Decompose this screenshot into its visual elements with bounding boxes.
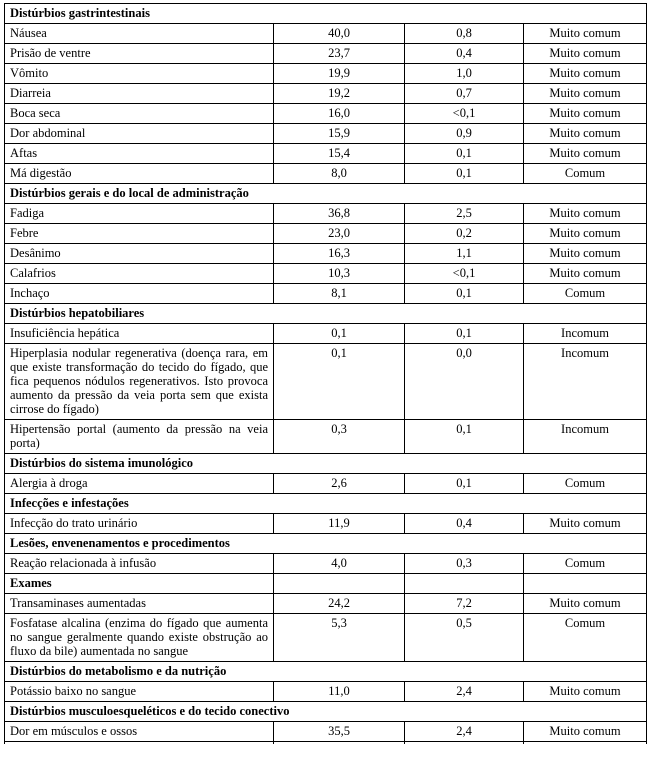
section-label-cell: Distúrbios do sistema imunológico xyxy=(5,454,647,474)
frequency-cell: Comum xyxy=(524,474,647,494)
percent-col2-cell: 2,5 xyxy=(405,204,524,224)
percent-col2-cell: 0,1 xyxy=(405,474,524,494)
section-header-row xyxy=(5,454,647,474)
reaction-name-cell: Calafrios xyxy=(5,264,274,284)
percent-col2-cell: 0,7 xyxy=(405,84,524,104)
reaction-name-cell: Desânimo xyxy=(5,244,274,264)
empty-cell xyxy=(274,742,405,745)
percent-col1-cell: 16,0 xyxy=(274,104,405,124)
frequency-cell: Muito comum xyxy=(524,44,647,64)
percent-col1-cell: 19,2 xyxy=(274,84,405,104)
reaction-name-cell: Insuficiência hepática xyxy=(5,324,274,344)
frequency-cell: Muito comum xyxy=(524,204,647,224)
reaction-name-cell: Transaminases aumentadas xyxy=(5,594,274,614)
percent-col1-cell: 0,1 xyxy=(274,344,405,420)
section-label-cell: Infecções e infestações xyxy=(5,494,647,514)
frequency-cell: Muito comum xyxy=(524,84,647,104)
table-row xyxy=(5,124,647,144)
reaction-name-cell: Febre xyxy=(5,224,274,244)
percent-col2-cell: 1,1 xyxy=(405,244,524,264)
percent-col1-cell: 0,3 xyxy=(274,420,405,454)
percent-col1-cell: 5,3 xyxy=(274,614,405,662)
table-row xyxy=(5,284,647,304)
frequency-cell: Muito comum xyxy=(524,224,647,244)
frequency-cell: Comum xyxy=(524,284,647,304)
empty-cell xyxy=(405,742,524,745)
frequency-cell: Muito comum xyxy=(524,594,647,614)
section-header-row xyxy=(5,4,647,24)
table-row xyxy=(5,164,647,184)
percent-col1-cell: 0,1 xyxy=(274,324,405,344)
percent-col1-cell: 11,9 xyxy=(274,514,405,534)
table-row xyxy=(5,204,647,224)
reaction-name-cell: Hipertensão portal (aumento da pressão na veia porta) xyxy=(5,420,274,454)
empty-cell xyxy=(405,574,524,594)
reaction-name-cell: Vômito xyxy=(5,64,274,84)
adverse-reactions-table xyxy=(4,3,647,744)
section-label-cell: Lesões, envenenamentos e procedimentos xyxy=(5,534,647,554)
percent-col1-cell: 15,9 xyxy=(274,124,405,144)
percent-col2-cell: 0,1 xyxy=(405,420,524,454)
table-row xyxy=(5,420,647,454)
table-row xyxy=(5,594,647,614)
percent-col2-cell: 0,3 xyxy=(405,554,524,574)
percent-col1-cell: 36,8 xyxy=(274,204,405,224)
table-row xyxy=(5,144,647,164)
percent-col1-cell: 35,5 xyxy=(274,722,405,742)
frequency-cell: Muito comum xyxy=(524,104,647,124)
percent-col2-cell: 0,1 xyxy=(405,144,524,164)
percent-col1-cell: 40,0 xyxy=(274,24,405,44)
percent-col2-cell: 0,1 xyxy=(405,284,524,304)
table-row xyxy=(5,64,647,84)
section-label-cell: Distúrbios gerais e do local de administração xyxy=(5,184,647,204)
empty-cell xyxy=(524,574,647,594)
table-row xyxy=(5,24,647,44)
table-row xyxy=(5,44,647,64)
frequency-cell: Muito comum xyxy=(524,124,647,144)
table-row xyxy=(5,722,647,742)
table-row xyxy=(5,344,647,420)
reaction-name-cell: Aftas xyxy=(5,144,274,164)
reaction-name-cell: Dor abdominal xyxy=(5,124,274,144)
reaction-name-cell: Má digestão xyxy=(5,164,274,184)
percent-col1-cell: 8,1 xyxy=(274,284,405,304)
table-row xyxy=(5,682,647,702)
frequency-cell: Incomum xyxy=(524,420,647,454)
percent-col1-cell: 16,3 xyxy=(274,244,405,264)
percent-col1-cell: 8,0 xyxy=(274,164,405,184)
section-header-row xyxy=(5,304,647,324)
empty-cell xyxy=(5,742,274,745)
percent-col1-cell: 24,2 xyxy=(274,594,405,614)
percent-col2-cell: <0,1 xyxy=(405,264,524,284)
percent-col2-cell: 0,8 xyxy=(405,24,524,44)
section-header-row xyxy=(5,534,647,554)
percent-col1-cell: 19,9 xyxy=(274,64,405,84)
frequency-cell: Muito comum xyxy=(524,264,647,284)
reaction-name-cell: Prisão de ventre xyxy=(5,44,274,64)
percent-col2-cell: 7,2 xyxy=(405,594,524,614)
percent-col2-cell: 0,4 xyxy=(405,44,524,64)
frequency-cell: Muito comum xyxy=(524,514,647,534)
reaction-name-cell: Hiperplasia nodular regenerativa (doença rara, em que existe transformação do tecido do fígado, que fica pequenos nódulos regenerativos. Isto provoca aumento da pressão da veia porta sem que exista cirrose do fígado) xyxy=(5,344,274,420)
percent-col1-cell: 23,7 xyxy=(274,44,405,64)
frequency-cell: Muito comum xyxy=(524,24,647,44)
reaction-name-cell: Boca seca xyxy=(5,104,274,124)
frequency-cell: Comum xyxy=(524,554,647,574)
table-row xyxy=(5,614,647,662)
table-row xyxy=(5,324,647,344)
percent-col2-cell: 0,5 xyxy=(405,614,524,662)
reaction-name-cell: Inchaço xyxy=(5,284,274,304)
reaction-name-cell: Infecção do trato urinário xyxy=(5,514,274,534)
reactions-table-body xyxy=(5,4,647,745)
reaction-name-cell: Náusea xyxy=(5,24,274,44)
percent-col1-cell: 4,0 xyxy=(274,554,405,574)
percent-col2-cell: 0,4 xyxy=(405,514,524,534)
table-row xyxy=(5,244,647,264)
frequency-cell: Muito comum xyxy=(524,682,647,702)
frequency-cell: Muito comum xyxy=(524,722,647,742)
percent-col2-cell: 2,4 xyxy=(405,682,524,702)
percent-col2-cell: 0,1 xyxy=(405,164,524,184)
empty-cell xyxy=(524,742,647,745)
section-header-row xyxy=(5,574,647,594)
table-row xyxy=(5,104,647,124)
table-row xyxy=(5,474,647,494)
section-label-cell: Distúrbios hepatobiliares xyxy=(5,304,647,324)
reaction-name-cell: Fosfatase alcalina (enzima do fígado que aumenta no sangue geralmente quando existe obstrução ao fluxo da bile) aumentada no sangue xyxy=(5,614,274,662)
reaction-name-cell: Diarreia xyxy=(5,84,274,104)
reaction-name-cell: Dor em músculos e ossos xyxy=(5,722,274,742)
table-row xyxy=(5,264,647,284)
percent-col1-cell: 23,0 xyxy=(274,224,405,244)
reaction-name-cell: Alergia à droga xyxy=(5,474,274,494)
percent-col1-cell: 10,3 xyxy=(274,264,405,284)
percent-col1-cell: 11,0 xyxy=(274,682,405,702)
percent-col2-cell: 0,0 xyxy=(405,344,524,420)
section-label-cell: Exames xyxy=(5,574,274,594)
reaction-name-cell: Fadiga xyxy=(5,204,274,224)
frequency-cell: Comum xyxy=(524,614,647,662)
percent-col2-cell: 0,2 xyxy=(405,224,524,244)
reaction-name-cell: Potássio baixo no sangue xyxy=(5,682,274,702)
section-label-cell: Distúrbios musculoesqueléticos e do tecido conectivo xyxy=(5,702,647,722)
table-row xyxy=(5,514,647,534)
percent-col2-cell: 1,0 xyxy=(405,64,524,84)
table-row xyxy=(5,224,647,244)
table-row xyxy=(5,84,647,104)
frequency-cell: Muito comum xyxy=(524,244,647,264)
frequency-cell: Incomum xyxy=(524,324,647,344)
section-header-row xyxy=(5,494,647,514)
section-header-row xyxy=(5,662,647,682)
empty-cell xyxy=(274,574,405,594)
section-label-cell: Distúrbios do metabolismo e da nutrição xyxy=(5,662,647,682)
table-row xyxy=(5,554,647,574)
frequency-cell: Comum xyxy=(524,164,647,184)
frequency-cell: Muito comum xyxy=(524,64,647,84)
percent-col2-cell: 2,4 xyxy=(405,722,524,742)
percent-col1-cell: 2,6 xyxy=(274,474,405,494)
percent-col2-cell: 0,1 xyxy=(405,324,524,344)
percent-col1-cell: 15,4 xyxy=(274,144,405,164)
section-header-row xyxy=(5,184,647,204)
percent-col2-cell: <0,1 xyxy=(405,104,524,124)
cutoff-row xyxy=(5,742,647,745)
section-header-row xyxy=(5,702,647,722)
percent-col2-cell: 0,9 xyxy=(405,124,524,144)
reaction-name-cell: Reação relacionada à infusão xyxy=(5,554,274,574)
frequency-cell: Muito comum xyxy=(524,144,647,164)
section-label-cell: Distúrbios gastrintestinais xyxy=(5,4,647,24)
frequency-cell: Incomum xyxy=(524,344,647,420)
